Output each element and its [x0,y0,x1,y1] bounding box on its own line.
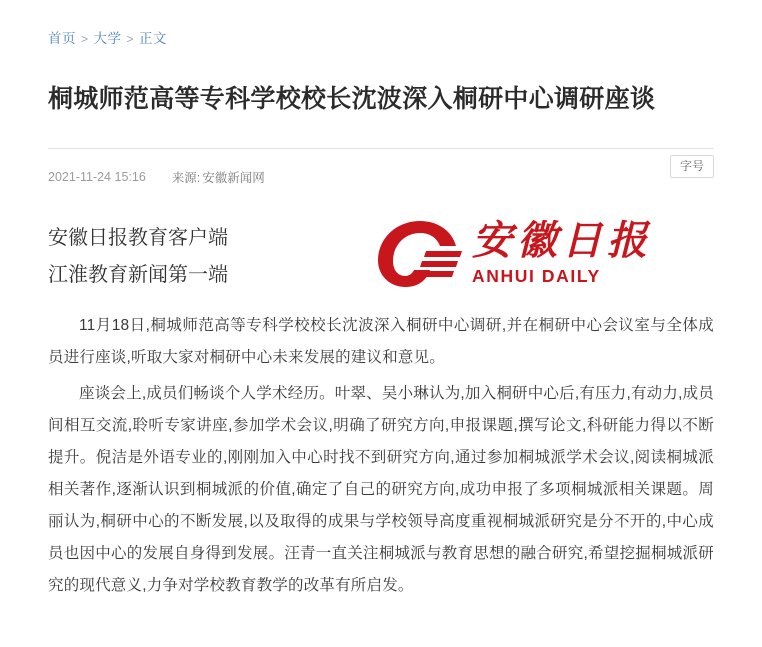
publish-date: 2021-11-24 15:16 [48,169,146,184]
logo-chinese-name: 安徽日报 [472,217,652,264]
publisher-logo [374,214,714,290]
breadcrumb-separator: > [126,32,135,46]
lead-text [48,214,228,294]
breadcrumb-separator: > [81,32,89,46]
lead-line-1: 安徽日报教育客户端 [48,226,228,249]
breadcrumb-item-university[interactable]: 大学 [93,31,122,46]
breadcrumb-item-home[interactable]: 首页 [48,31,76,46]
paragraph: 座谈会上,成员们畅谈个人学术经历。叶翠、吴小琳认为,加入桐研中心后,有压力,有动力,成员间相互交流,聆听专家讲座,参加学术会议,明确了研究方向,申报课题,撰写论文,科研能力得以不断提升。倪洁是外语专业的,刚刚加入中心时找不到研究方向,通过参加桐城派学术会议,阅读桐城派相关著作,逐渐认识到桐城派的价值,确定了自己的研究方向,成功申报了多项桐城派相关课题。周丽认为,桐研中心的不断发展,以及取得的成果与学校领导高度重视桐城派研究是分不开的,中心成员也因中心的发展自身得到发展。汪青一直关注桐城派与教育思想的融合研究,希望挖掘桐城派研究的现代意义,力争对学校教育教学的改革有所启发。 [48,384,714,595]
page-title: 桐城师范高等专科学校校长沈波深入桐研中心调研座谈 [48,84,656,113]
source-name[interactable]: 安徽新闻网 [202,170,265,185]
article-meta [48,148,714,192]
article-body [48,310,714,603]
logo-text [472,217,652,287]
font-size-button[interactable]: 字号 [670,155,714,178]
source-label: 来源: [171,170,201,185]
lead-row [48,214,714,294]
breadcrumb [48,0,714,46]
breadcrumb-item-current: 正文 [139,31,168,46]
lead-line-2: 江淮教育新闻第一端 [48,263,228,286]
anhui-daily-logo-icon [374,218,466,290]
paragraph: 11月18日,桐城师范高等专科学校校长沈波深入桐研中心调研,并在桐研中心会议室与全体成员进行座谈,听取大家对桐研中心未来发展的建议和意见。 [48,316,714,366]
logo-english-name: ANHUI DAILY [472,266,601,286]
